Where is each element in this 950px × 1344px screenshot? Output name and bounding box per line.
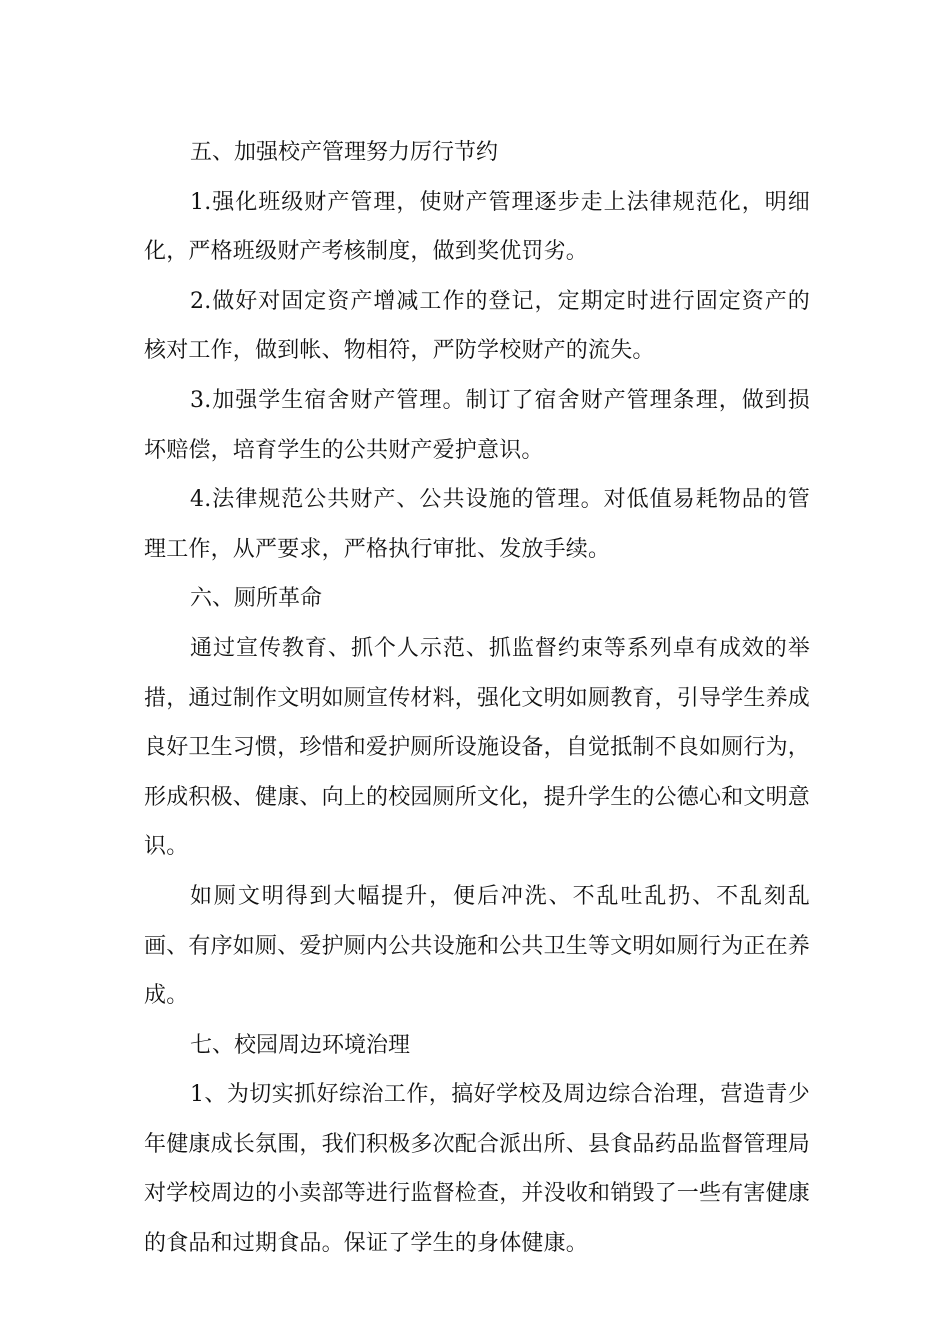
paragraph-5-3: 3.加强学生宿舍财产管理。制订了宿舍财产管理条理，做到损坏赔偿，培育学生的公共财产爱护意识。 xyxy=(144,387,810,463)
section-heading-7: 七、校园周边环境治理 xyxy=(190,1032,411,1058)
paragraph-7-1: 1、为切实抓好综治工作，搞好学校及周边综合治理，营造青少年健康成长氛围，我们积极多次配合派出所、县食品药品监督管理局对学校周边的小卖部等进行监督检查，并没收和销毁了一些有害健康的食品和过期食品。保证了学生的身体健康。 xyxy=(144,1082,811,1257)
document-body xyxy=(144,128,810,1269)
paragraph-5-2: 2.做好对固定资产增减工作的登记，定期定时进行固定资产的核对工作，做到帐、物相符，严防学校财产的流失。 xyxy=(144,288,810,364)
section-heading-5: 五、加强校产管理努力厉行节约 xyxy=(190,140,499,165)
paragraph-5-1: 1.强化班级财产管理，使财产管理逐步走上法律规范化，明细化，严格班级财产考核制度，做到奖优罚劣。 xyxy=(144,189,810,265)
paragraph-6-1: 通过宣传教育、抓个人示范、抓监督约束等系列卓有成效的举措，通过制作文明如厕宣传材料，强化文明如厕教育，引导学生养成良好卫生习惯，珍惜和爱护厕所设施设备，自觉抵制不良如厕行为，形成积极、健康、向上的校园厕所文化，提升学生的公德心和文明意识。 xyxy=(144,635,811,860)
section-heading-6: 六、厕所革命 xyxy=(190,586,323,612)
paragraph-6-2: 如厕文明得到大幅提升，便后冲洗、不乱吐乱扔、不乱刻乱画、有序如厕、爱护厕内公共设施和公共卫生等文明如厕行为正在养成。 xyxy=(144,883,811,1009)
paragraph-5-4: 4.法律规范公共财产、公共设施的管理。对低值易耗物品的管理工作，从严要求，严格执行审批、发放手续。 xyxy=(144,487,810,562)
